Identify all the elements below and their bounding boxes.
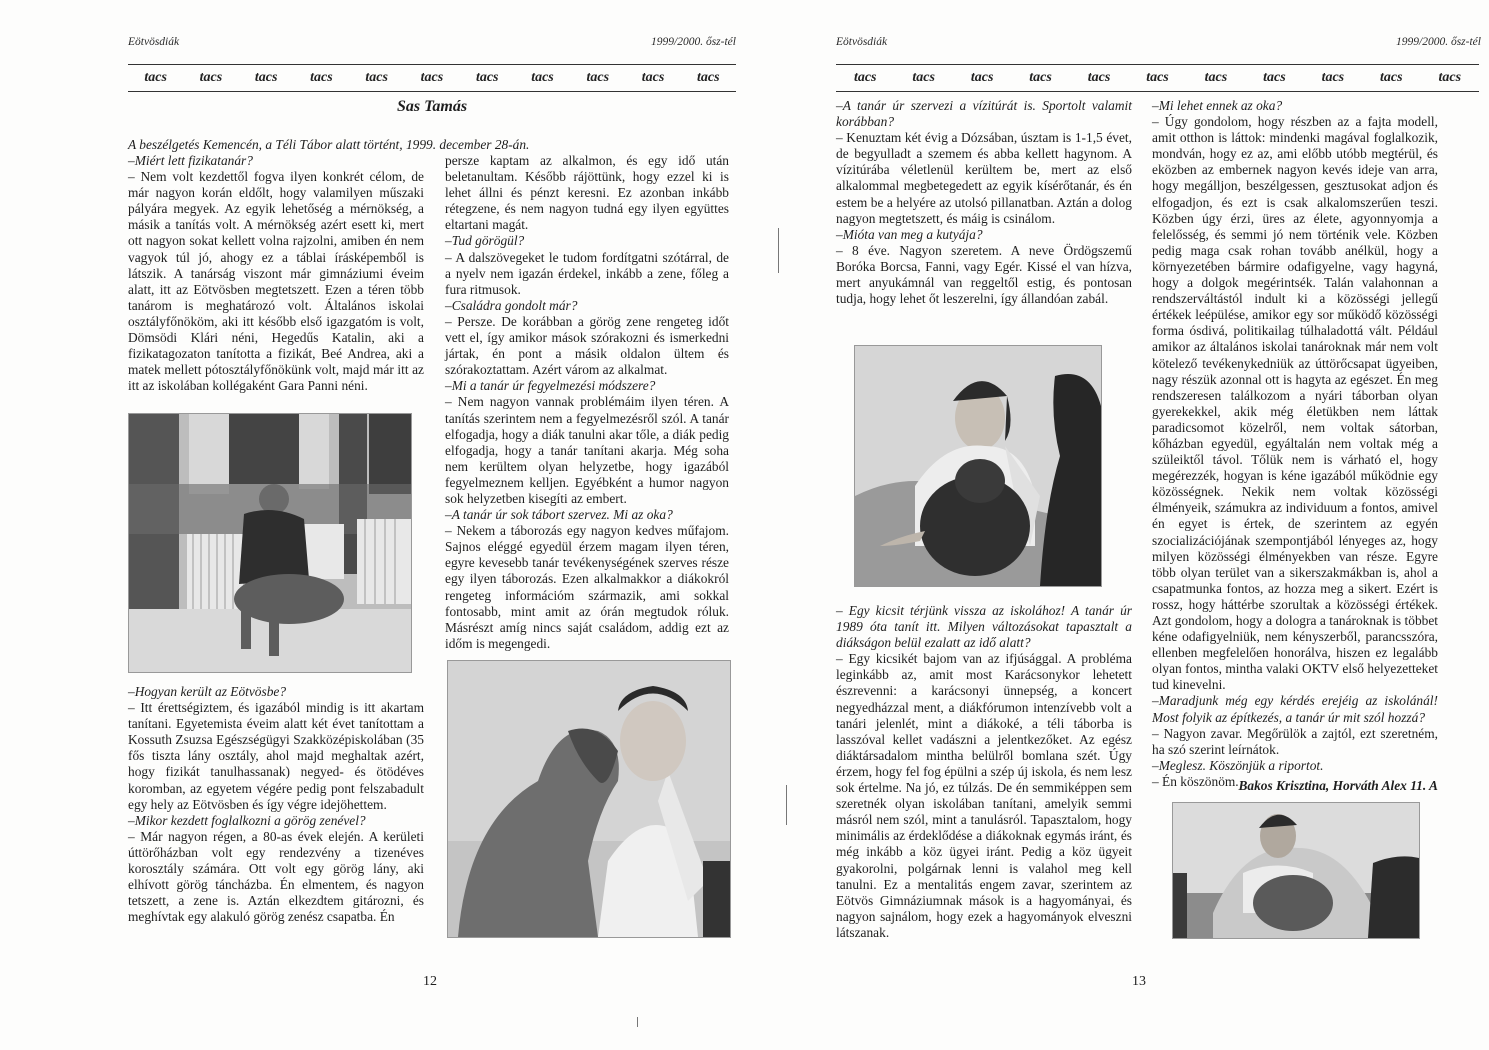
- interview-question: –Maradjunk még egy kérdés erejéig az iskolánál! Most folyik az építkezés, a tanár úr mit szól hozzá?: [1152, 693, 1438, 725]
- left-page: [0, 0, 744, 1050]
- section-bar-label: tacs: [1263, 70, 1286, 85]
- interview-answer: – A dalszövegeket le tudom fordítgatni szótárral, de a nyelv nem igazán érdekel, inkább a zene, főleg a fura ritmusok.: [445, 249, 729, 297]
- column-1-top: [128, 153, 424, 394]
- photo-image: [1173, 803, 1419, 938]
- section-bar-label: tacs: [697, 70, 720, 85]
- section-bar-label: tacs: [144, 70, 167, 85]
- interview-question: –A tanár úr szervezi a vízitúrát is. Sportolt valamit korábban?: [836, 98, 1132, 130]
- section-bar-label: tacs: [912, 70, 935, 85]
- column-1-bottom: [128, 684, 424, 925]
- section-bar-label: tacs: [310, 70, 333, 85]
- column-1-top: [836, 98, 1132, 307]
- interview-question: –Hogyan került az Eötvösbe?: [128, 684, 287, 699]
- article-intro: A beszélgetés Kemencén, a Téli Tábor alatt történt, 1999. december 28-án.: [128, 137, 530, 152]
- photo-image: [855, 346, 1101, 586]
- running-head-title: Eötvösdiák: [836, 36, 888, 48]
- section-bar-label: tacs: [199, 70, 223, 85]
- section-bar-label: tacs: [1438, 70, 1462, 85]
- section-bar-label: tacs: [970, 70, 994, 85]
- interview-question: – Egy kicsit térjünk vissza az iskolához! A tanár úr 1989 óta tanít itt. Milyen változásokat tapasztalt a diákságon belül ezalatt az idő alatt?: [836, 603, 1132, 651]
- right-page: [744, 0, 1489, 1050]
- interview-question: –Mi lehet ennek az oka?: [1152, 98, 1283, 113]
- interview-answer: persze kaptam az alkalmon, és egy idő után beletanultam. Később rájöttünk, hogy ezzel ki is lehet állni és pénzt keresni. Ez azonban inkább rétegzene, és nem nagyon tudná egy ilyen együttes eltartani magát.: [445, 153, 729, 233]
- section-bar-label: tacs: [1380, 70, 1403, 85]
- photo-teacher-with-dog-radiators: [128, 413, 412, 673]
- page-number: 12: [423, 974, 437, 989]
- interview-question: –Miért lett fizikatanár?: [128, 153, 253, 168]
- gutter-mark: [637, 1017, 638, 1027]
- interview-answer: – Nem volt kezdettől fogva ilyen konkrét célom, de már nagyon korán eldőlt, hogy valamilyen műszaki pályára megyek. Az egyik lehetőség a mérnökség, a másik a tanítás volt. A mérnökség azért esett ki, mert ott nagyon sokat kellett volna rajzolni, amiben én nem vagyok túl jó, ahogy ez a táblai írásképemből is látszik. A tanárság viszont már gimnáziumi éveim alatt, itt az Eötvösben megtetszett. Ezen a téren több tanárom is meghatározó volt. Általános iskolai osztályfőnököm, aki itt később első igazgatóm is volt, Dömsödi Klári néni, Hegedűs Katalin, aki a fizikatagozaton tanította a fizikát, Beé Andrea, aki a matek mellett pótosztályfőnökünk volt, majd már itt az itt az iskolában kollégaként Gara Panni néni.: [128, 169, 424, 394]
- photo-teacher-on-couch-with-dog: [854, 345, 1102, 587]
- interview-answer: – Nagyon zavar. Megőrülök a zajtól, ezt szeretném, ha szó szerint leírnátok.: [1152, 725, 1438, 757]
- interview-answer: – 8 éve. Nagyon szeretem. A neve Ördögszemű Boróka Borcsa, Fanni, vagy Egér. Kissé el van hízva, mert anyukámnál van reggeltől estig, és pontosan tudja, hogy lehet őt leszerelni, így állandóan zabál.: [836, 242, 1132, 307]
- interview-answer: – Kenuztam két évig a Dózsában, úsztam is 1-1,5 évet, de begyulladt a szemem és abba kellett hagynom. A vízitúrába véletlenül kerültem be, mert az első alkalommal megbetegedett az egyik kísérőtanár, és én estem be a helyére az utolsó pillanatban. Aztán a dolog nagyon megtetszett, és máig is csinálom.: [836, 130, 1132, 226]
- interview-answer: – Nem nagyon vannak problémáim ilyen téren. A tanítás szerintem nem a fegyelmezésről szól. A tanár elfogadja, hogy a diák tanulni akar tőle, a diák pedig elfogadja, hogy a tanár tanítani akarja. Még soha nem kerültem olyan helyzetbe, hogy igazából fegyelmeznem kelljen. Egyébként a humor nagyon sok helyzetben kisegíti az embert.: [445, 394, 729, 506]
- interview-answer: – Én köszönöm.: [1152, 773, 1239, 789]
- running-head-issue: 1999/2000. ősz-tél: [651, 36, 736, 48]
- photo-image: [129, 414, 411, 672]
- section-bar-label: tacs: [254, 70, 278, 85]
- interview-question: –Családra gondolt már?: [445, 297, 578, 313]
- section-bar-label: tacs: [420, 70, 444, 85]
- column-1-bottom: [836, 603, 1132, 941]
- section-bar: [836, 64, 1479, 92]
- interview-answer: – Persze. De korábban a görög zene rengeteg időt vett el, így amikor mások szórakozni és ismerkedni jártak, én pont a másik oldalon ültem és szórakoztattam. Azért várom az alkalmat.: [445, 313, 729, 378]
- interview-question: –A tanár úr sok tábort szervez. Mi az oka?: [445, 507, 673, 523]
- section-bar-label: tacs: [586, 70, 610, 85]
- column-2: [445, 153, 729, 652]
- section-bar-label: tacs: [531, 70, 554, 85]
- section-bar-label: tacs: [1321, 70, 1345, 85]
- article-title: Sas Tamás: [396, 98, 468, 115]
- interview-question: –Mi a tanár úr fegyelmezési módszere?: [445, 378, 656, 394]
- interview-answer: – Már nagyon régen, a 80-as évek elején. A kerületi úttörőházban volt egy rendezvény a tizenéves korosztály számára. Ott volt egy görög lány, aki elhívott görög táncházba. Én elmentem, és nagyon tetszett, a zene is. Aztán elkezdtem gitározni, és meghívtak egy alakuló görög zenész csapatba. Én: [128, 828, 424, 925]
- author-signature: Bakos Krisztina, Horváth Alex 11. A: [1238, 778, 1438, 793]
- running-head-issue: 1999/2000. ősz-tél: [1396, 36, 1481, 48]
- section-bar-label: tacs: [1029, 70, 1052, 85]
- interview-question: –Mikor kezdett foglalkozni a görög zenével?: [128, 812, 366, 828]
- section-bar-label: tacs: [641, 70, 665, 85]
- section-bar-label: tacs: [1146, 70, 1169, 85]
- interview-question: –Mióta van meg a kutyája?: [836, 226, 983, 242]
- section-bar-label: tacs: [475, 70, 499, 85]
- running-head-title: Eötvösdiák: [128, 36, 180, 48]
- interview-question: –Meglesz. Köszönjük a riportot.: [1152, 757, 1324, 773]
- interview-question: –Tud görögül?: [445, 233, 525, 249]
- interview-answer: – Nekem a táborozás egy nagyon kedves műfajom. Sajnos eléggé egyedül érzem magam ilyen téren, egyre kevesebb tanár tevékenységének szerves része egy ilyen táborozás. Ezen alkalmakkor a diákokról rengeteg információm származik, ami sokkal fontosabb, mint amit az órán megtudok róluk. Másrészt amíg nincs saját családom, addig ezt az időm is megengedi.: [445, 523, 729, 651]
- interview-answer: – Itt érettségiztem, és igazából mindig is itt akartam tanítani. Egyetemista éveim alatt két évet tanítottam a Kossuth Zsuzsa Egészségügyi Szakközépiskolában (35 fős tiszta lány osztály, ahol majd meghaltak azért, hogy fizikát tanulhassanak) negyed- és ötödéves koromban, az egyetem végére pedig pont felszabadult egy hely az Eötvösben és így végre idejöhettem.: [128, 700, 424, 812]
- page-number: 13: [1132, 974, 1146, 989]
- column-2: [1152, 98, 1438, 790]
- section-bar: [128, 64, 736, 92]
- photo-image: [448, 661, 730, 937]
- photo-teacher-kissed-by-dog: [447, 660, 731, 938]
- interview-answer: – Úgy gondolom, hogy részben az a fajta modell, amit otthon is láttok: mindenki magával foglalkozik, mondván, hogy ez az, ami előbb utóbb megtérül, és eközben az embernek nagyon kevés ideje van arra, hogy megálljon, beszélgessen, gesztusokat adjon és elfogadjon, és ezt is csak alkalomszerűen teszi. Közben úgy érzi, üres az élete, agyonnyomja a felelősség, és semmi jó nem történik vele. Közben pedig maga csak rohan tovább anélkül, hogy a környezetében bármire odafigyelne, vagy hagyná, hogy a dolgok megérintsék. Talán valahonnan a rendszerváltástól indult ki a közösségi jellegű értékek leépülése, amikor egy sor működő közösségi forma ósdivá, politikailag túlhaladottá vált. Például amikor az általános iskolai tanároknak már nem volt kötelező tevékenykedniük az úttörőcsapat ügyeiben, nagy részük azonnal ott is hagyta az egészet. Én meg rendszeresen találkozom a nyári táborban olyan gyerekekkel, akik még életükben nem láttak paradicsomot közelről, nem voltak sátorban, kőházban egyedül, egyáltalán nem voltak még a szüleiktől távol. Tőlük nem is várható el, hogy megérezzék, hogyan is kéne igazából működnie egy közösségnek. Nekik nem voltak közösségi élményeik, számukra az individuum a fontos, amivel én egyet is értek, de szerintem az egyén szocializációjának szempontjából lényeges az, hogy milyen közösségi élményekben van része. Egyre több olyan terület van a sikerszakmákban is, ahol a csapatmunka fontos, az hozza meg a sikert. Ezért is rossz, hogy háttérbe szorultak a közösségi értékek. Azt gondolom, hogy a dologra a tanároknak is többet kéne odafigyelniük, nem kényszerből, parancsszóra, ellenben megfelelően honorálva, hiszen ez legalább olyan fontos, mintha valaki OKTV első helyezetteket tud kinevelni.: [1152, 114, 1438, 693]
- interview-answer: – Egy kicsikét bajom van az ifjúsággal. A probléma leginkább az, amit most Karácsonykor lehetett észrevenni: a karácsonyi ünnepség, a koncert negyedházzal ment, a diákfórumon intenzívebb volt a tanári jelenlét, mint a diákoké, a téli táborba is lasszóval kellet vadászni a jelentkezőket. Az egész diáktársadalom mintha belülről bomlana szét. Úgy érzem, hogy fel fog épülni a szép új iskola, és nem lesz sok értelme. Na jó, ez túlzás. De én semmiképpen sem szeretnék olyan iskolában tanítani, amelyik semmi másról nem szól, mint a tanulásról. Tapasztalom, hogy minimális az érdeklődése a diákoknak egymás iránt, és még inkább a köz ügyei iránt. Pedig a köz ügyeit gyakorolni, polgárnak lenni is valahol meg kell tanulni. Ez a mentalitás engem zavar, szerintem az Eötvös Gimnáziumnak mások is a hagyományai, és nagyon sajnálom, hogy ezek a hagyományok elveszni látszanak.: [836, 651, 1132, 940]
- section-bar-label: tacs: [365, 70, 388, 85]
- photo-teacher-under-blanket-with-dog: [1172, 802, 1420, 939]
- section-bar-label: tacs: [1087, 70, 1111, 85]
- section-bar-label: tacs: [853, 70, 877, 85]
- section-bar-label: tacs: [1204, 70, 1228, 85]
